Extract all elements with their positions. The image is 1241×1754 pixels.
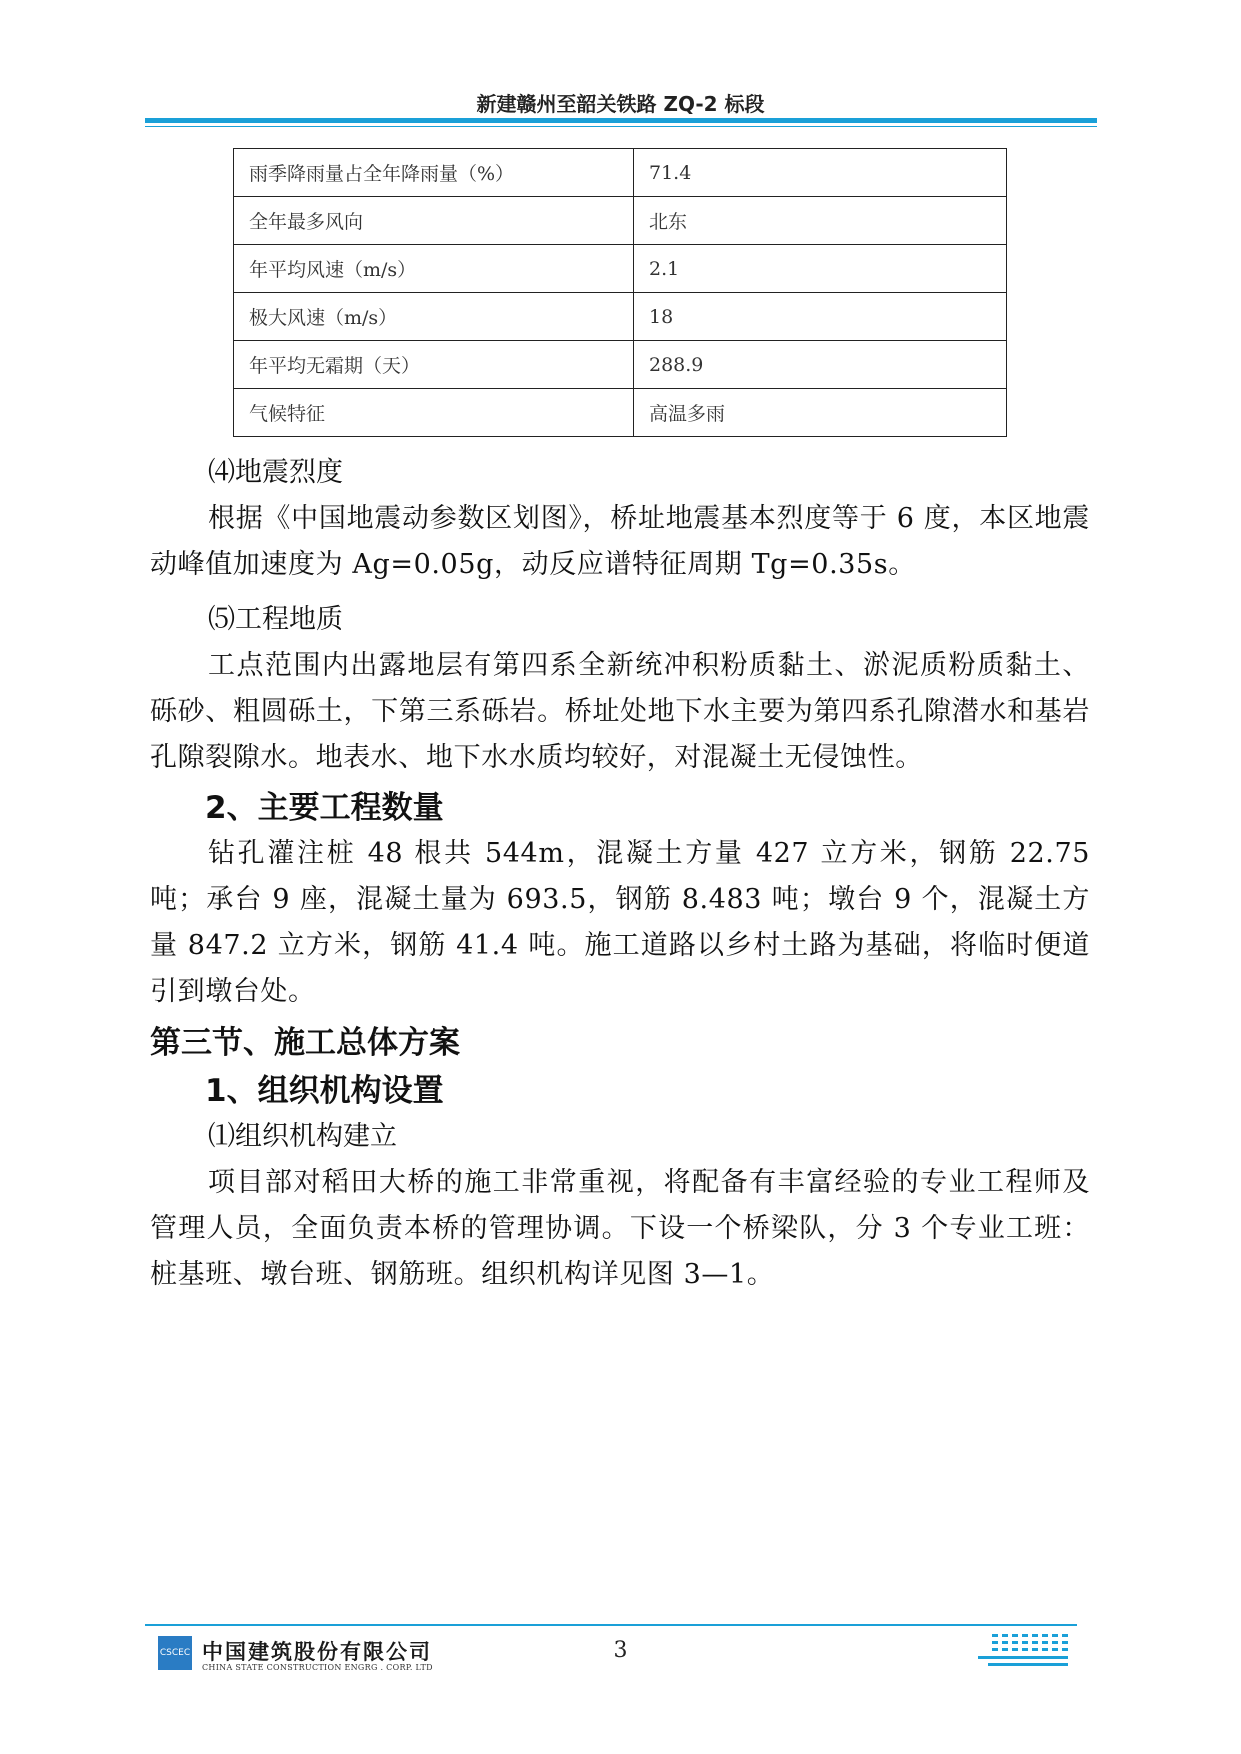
table-cell-value: 高温多雨 <box>634 389 1007 437</box>
footer-decoration-icon <box>978 1632 1078 1670</box>
company-name-en: CHINA STATE CONSTRUCTION ENGRG . CORP. LTD <box>202 1663 433 1672</box>
climate-table <box>233 148 1007 437</box>
section-title: 第三节、施工总体方案 <box>150 1025 460 1061</box>
page-number: 3 <box>613 1638 628 1663</box>
section-heading-geology: ⑸工程地质 <box>208 604 343 635</box>
table-cell-label: 气候特征 <box>234 389 634 437</box>
table-row <box>234 197 1007 245</box>
paragraph-geology: 工点范围内出露地层有第四系全新统冲积粉质黏土、淤泥质粉质黏土、砾砂、粗圆砾土，下第三系砾岩。桥址处地下水主要为第四系孔隙潜水和基岩孔隙裂隙水。地表水、地下水水质均较好，对混凝土无侵蚀性。 <box>150 650 1090 773</box>
table-cell-label: 年平均无霜期（天） <box>234 341 634 389</box>
table-cell-value: 288.9 <box>634 341 1007 389</box>
table-cell-label: 极大风速（m/s） <box>234 293 634 341</box>
table-cell-value: 18 <box>634 293 1007 341</box>
table-cell-label: 年平均风速（m/s） <box>234 245 634 293</box>
paragraph-seismic: 根据《中国地震动参数区划图》，桥址地震基本烈度等于 6 度，本区地震动峰值加速度为 Ag=0.05g，动反应谱特征周期 Tg=0.35s。 <box>150 503 1090 580</box>
table-row <box>234 149 1007 197</box>
subheading-organization: ⑴组织机构建立 <box>208 1121 397 1152</box>
table-row <box>234 389 1007 437</box>
table-row <box>234 293 1007 341</box>
table-row <box>234 341 1007 389</box>
table-cell-value: 北东 <box>634 197 1007 245</box>
table-cell-label: 全年最多风向 <box>234 197 634 245</box>
heading-quantity: 2、主要工程数量 <box>205 790 444 826</box>
table-cell-value: 71.4 <box>634 149 1007 197</box>
document-header-title: 新建赣州至韶关铁路 ZQ-2 标段 <box>476 92 765 116</box>
table-cell-label: 雨季降雨量占全年降雨量（%） <box>234 149 634 197</box>
company-logo-text: CSCEC <box>159 1647 191 1658</box>
section-heading-seismic: ⑷地震烈度 <box>208 457 343 488</box>
table-cell-value: 2.1 <box>634 245 1007 293</box>
paragraph-quantity: 钻孔灌注桩 48 根共 544m，混凝土方量 427 立方米，钢筋 22.75 吨；承台 9 座，混凝土量为 693.5，钢筋 8.483 吨；墩台 9 个，混凝土方量 847.2 立方米，钢筋 41.4 吨。施工道路以乡村土路为基础，将临时便道引到墩台处。 <box>150 838 1090 1007</box>
company-name-cn: 中国建筑股份有限公司 <box>202 1640 432 1664</box>
heading-organization: 1、组织机构设置 <box>205 1073 444 1109</box>
footer-rule <box>145 1624 1077 1626</box>
header-rule <box>145 118 1097 123</box>
table-row <box>234 245 1007 293</box>
paragraph-organization: 项目部对稻田大桥的施工非常重视，将配备有丰富经验的专业工程师及管理人员，全面负责本桥的管理协调。下设一个桥梁队，分 3 个专业工班：桩基班、墩台班、钢筋班。组织机构详见图 3—1。 <box>150 1167 1090 1290</box>
header-rule-thin <box>145 126 1097 127</box>
